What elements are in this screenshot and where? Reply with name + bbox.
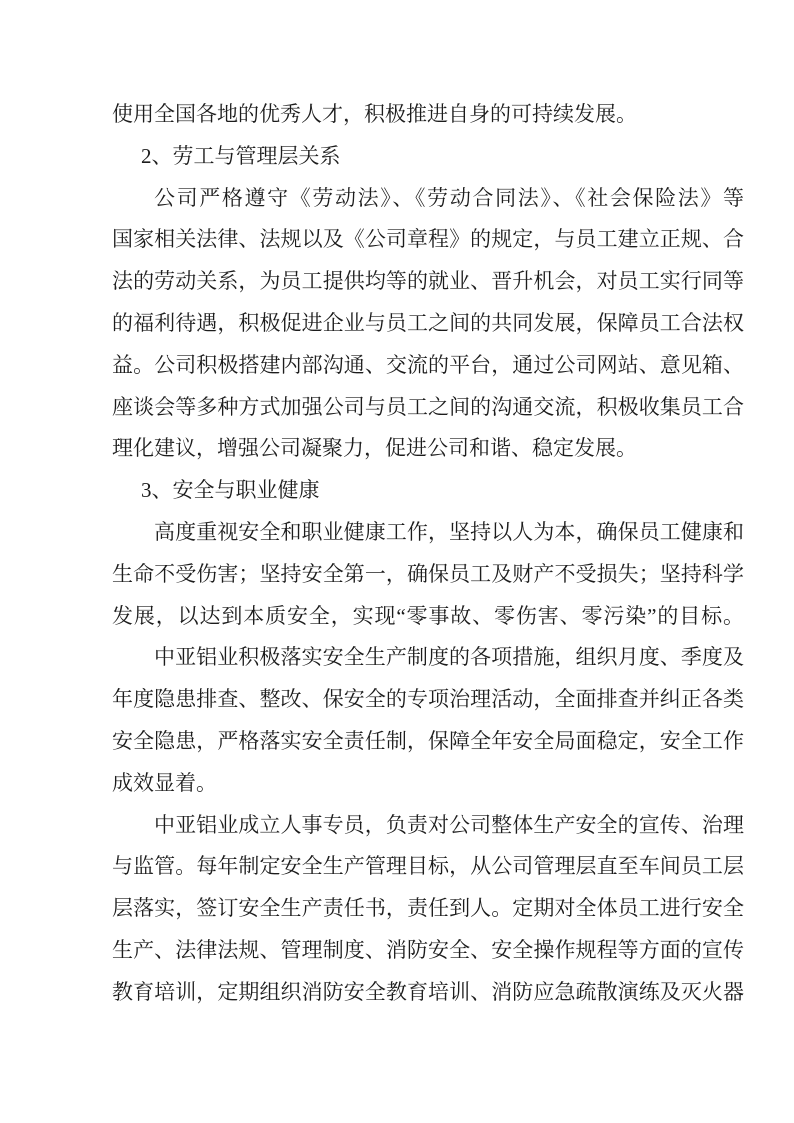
text-line: 安全隐患，严格落实安全责任制，保障全年安全局面稳定，安全工作: [112, 728, 744, 753]
text-line: 的福利待遇，积极促进企业与员工之间的共同发展，保障员工合法权: [112, 310, 744, 335]
text-line: 使用全国各地的优秀人才，积极推进自身的可持续发展。: [112, 102, 637, 126]
text-line: 座谈会等多种方式加强公司与员工之间的沟通交流，积极收集员工合: [112, 394, 744, 419]
text-line: 成效显着。: [112, 770, 217, 795]
text-line: 层落实，签订安全生产责任书，责任到人。定期对全体员工进行安全: [112, 896, 744, 921]
text-line: 生产、法律法规、管理制度、消防安全、安全操作规程等方面的宣传: [112, 937, 744, 962]
text-line: 教育培训，定期组织消防安全教育培训、消防应急疏散演练及灭火器: [112, 979, 744, 1004]
text-line: 法的劳动关系，为员工提供均等的就业、晋升机会，对员工实行同等: [112, 269, 744, 294]
text-line: 生命不受伤害；坚持安全第一，确保员工及财产不受损失；坚持科学: [112, 561, 744, 586]
text-line: 公司严格遵守《劳动法》、《劳动合同法》、《社会保险法》等: [154, 185, 744, 210]
heading-line: 3、安全与职业健康: [141, 478, 320, 503]
text-line: 国家相关法律、法规以及《公司章程》的规定，与员工建立正规、合: [112, 227, 744, 252]
text-line: 与监管。每年制定安全生产管理目标，从公司管理层直至车间员工层: [112, 854, 744, 879]
text-line: 中亚铝业积极落实安全生产制度的各项措施，组织月度、季度及: [154, 645, 744, 670]
text-line: 中亚铝业成立人事专员，负责对公司整体生产安全的宣传、治理: [154, 812, 744, 837]
heading-line: 2、劳工与管理层关系: [141, 143, 341, 168]
text-line: 发展，以达到本质安全，实现“零事故、零伤害、零污染”的目标。: [112, 603, 744, 628]
text-line: 高度重视安全和职业健康工作，坚持以人为本，确保员工健康和: [154, 519, 744, 544]
text-line: 年度隐患排查、整改、保安全的专项治理活动，全面排查并纠正各类: [112, 687, 744, 712]
text-line: 理化建议，增强公司凝聚力，促进公司和谐、稳定发展。: [112, 436, 637, 461]
document-text-block: [112, 94, 744, 1014]
text-line: 益。公司积极搭建内部沟通、交流的平台，通过公司网站、意见箱、: [112, 352, 744, 377]
